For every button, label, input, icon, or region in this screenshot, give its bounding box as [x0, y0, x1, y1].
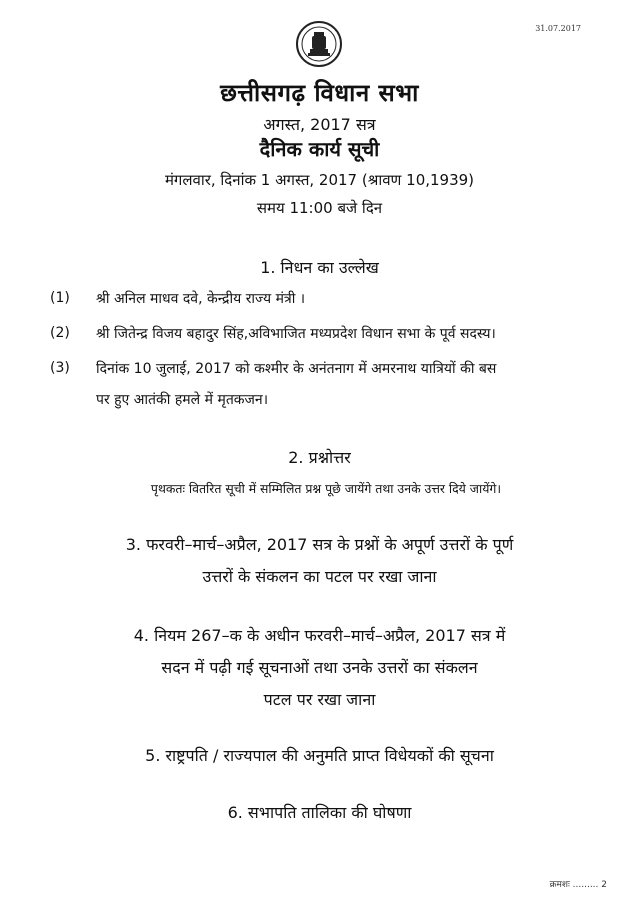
item4-line: पटल पर रखा जाना	[263, 690, 376, 709]
item3-line: 3. फरवरी–मार्च–अप्रैल, 2017 सत्र के प्रश्नों के अपूर्ण उत्तरों के पूर्ण	[125, 535, 514, 554]
obituary-item-number: (1)	[50, 290, 70, 306]
obituary-item-text: श्री जितेन्द्र विजय बहादुर सिंह,अविभाजित मध्यप्रदेश विधान सभा के पूर्व सदस्य।	[96, 326, 496, 342]
agenda-title: दैनिक कार्य सूची	[259, 137, 380, 161]
item5-line: 5. राष्ट्रपति / राज्यपाल की अनुमति प्राप्त विधेयकों की सूचना	[145, 746, 494, 765]
questions-note: पृथकतः वितरित सूची में सम्मिलित प्रश्न पूछे जायेंगे तथा उनके उत्तर दिये जायेंगे।	[150, 481, 502, 496]
assembly-emblem-icon	[295, 20, 343, 68]
item4-line: 4. नियम 267–क के अधीन फरवरी–मार्च–अप्रैल, 2017 सत्र में	[133, 626, 506, 645]
obituary-item-text: दिनांक 10 जुलाई, 2017 को कश्मीर के अनंतनाग में अमरनाथ यात्रियों की बस	[96, 361, 497, 377]
continued-footer: क्रमशः ......... 2	[549, 880, 607, 890]
obituary-item-text: पर हुए आतंकी हमले में मृतकजन।	[96, 392, 269, 408]
session-title: अगस्त, 2017 सत्र	[263, 115, 376, 134]
item3-line: उत्तरों के संकलन का पटल पर रखा जाना	[202, 567, 437, 586]
date-stamp: 31.07.2017	[535, 24, 581, 33]
obituary-item-number: (3)	[50, 360, 70, 376]
obituary-item-number: (2)	[50, 325, 70, 341]
obituary-heading: 1. निधन का उल्लेख	[260, 258, 379, 277]
obituary-item-text: श्री अनिल माधव दवे, केन्द्रीय राज्य मंत्री ।	[96, 291, 306, 307]
item6-line: 6. सभापति तालिका की घोषणा	[227, 803, 412, 822]
item4-line: सदन में पढ़ी गई सूचनाओं तथा उनके उत्तरों का संकलन	[161, 658, 478, 677]
sitting-time: समय 11:00 बजे दिन	[256, 199, 383, 217]
assembly-name: छत्तीसगढ़ विधान सभा	[220, 79, 419, 107]
questions-heading: 2. प्रश्नोत्तर	[288, 448, 351, 467]
day-date: मंगलवार, दिनांक 1 अगस्त, 2017 (श्रावण 10,1939)	[164, 171, 475, 189]
